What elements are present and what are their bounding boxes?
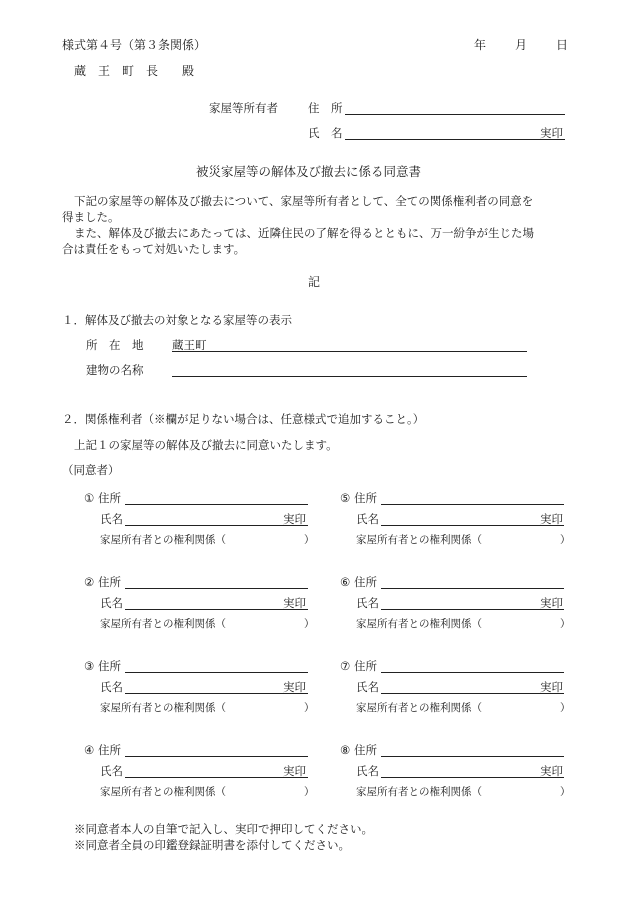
consenter-seal-label: 実印: [540, 764, 563, 778]
consenter-seal-label: 実印: [283, 764, 306, 778]
consent-text: 上記１の家屋等の解体及び撤去に同意いたします。: [74, 438, 338, 452]
consenter-number: ④: [84, 743, 95, 757]
consenter-name-field[interactable]: [125, 693, 308, 694]
note-signature: ※同意者本人の自筆で記入し、実印で押印してください。: [74, 822, 373, 836]
consenter-seal-label: 実印: [283, 596, 306, 610]
consenter-address-field[interactable]: [381, 588, 564, 589]
date-month-label: 月: [515, 38, 528, 52]
consenter-relation-label: 家屋所有者との権利関係（: [356, 534, 482, 546]
consenter-seal-label: 実印: [540, 512, 563, 526]
consenter-relation-close: ）: [560, 534, 571, 546]
consenter-number: ②: [84, 575, 95, 589]
consenter-name-label: 氏名: [356, 764, 379, 778]
consenter-relation-label: 家屋所有者との権利関係（: [356, 702, 482, 714]
location-value: 蔵王町: [172, 338, 207, 352]
consenter-name-label: 氏名: [356, 680, 379, 694]
owner-name-field[interactable]: [345, 139, 565, 140]
consenter-number: ⑤: [340, 491, 351, 505]
consenter-relation-label: 家屋所有者との権利関係（: [100, 702, 226, 714]
consenter-address-label: 住所: [98, 743, 121, 757]
section1-heading: １．解体及び撤去の対象となる家屋等の表示: [62, 313, 292, 327]
consenter-address-field[interactable]: [125, 588, 308, 589]
consenter-relation-close: ）: [560, 786, 571, 798]
consenter-number: ⑧: [340, 743, 351, 757]
consenter-name-label: 氏名: [100, 596, 123, 610]
consenter-address-label: 住所: [354, 491, 377, 505]
consenter-seal-label: 実印: [540, 680, 563, 694]
owner-address-field[interactable]: [345, 114, 565, 115]
consenter-name-field[interactable]: [125, 777, 308, 778]
consenter-relation-close: ）: [304, 534, 315, 546]
owner-name-label: 氏 名: [308, 126, 343, 140]
consenter-name-field[interactable]: [381, 609, 564, 610]
consenter-relation-label: 家屋所有者との権利関係（: [100, 786, 226, 798]
consenter-address-field[interactable]: [381, 672, 564, 673]
consenter-address-label: 住所: [354, 575, 377, 589]
consenter-address-field[interactable]: [125, 504, 308, 505]
owner-role-label: 家屋等所有者: [209, 101, 278, 115]
consenter-relation-label: 家屋所有者との権利関係（: [356, 786, 482, 798]
body-para1-line1: 下記の家屋等の解体及び撤去について、家屋等所有者として、全ての関係権利者の同意を: [74, 194, 534, 208]
date-day-label: 日: [556, 38, 569, 52]
consenter-relation-label: 家屋所有者との権利関係（: [100, 618, 226, 630]
consenter-relation-close: ）: [304, 702, 315, 714]
consenter-number: ⑥: [340, 575, 351, 589]
consenter-name-field[interactable]: [381, 693, 564, 694]
consenter-address-label: 住所: [98, 575, 121, 589]
consenter-number: ⑦: [340, 659, 351, 673]
section2-heading: ２．関係権利者（※欄が足りない場合は、任意様式で追加すること。）: [62, 412, 425, 426]
consenter-relation-close: ）: [304, 786, 315, 798]
consenter-relation-label: 家屋所有者との権利関係（: [100, 534, 226, 546]
consenter-number: ①: [84, 491, 95, 505]
consenter-relation-close: ）: [560, 702, 571, 714]
consenter-number: ③: [84, 659, 95, 673]
consenter-name-field[interactable]: [125, 609, 308, 610]
building-name-field[interactable]: [172, 376, 527, 377]
consenter-name-field[interactable]: [381, 777, 564, 778]
consenters-label: （同意者）: [62, 463, 120, 477]
location-label: 所 在 地: [86, 338, 144, 352]
consenter-address-field[interactable]: [381, 504, 564, 505]
consenter-address-label: 住所: [354, 743, 377, 757]
body-para2-line2: 合は責任をもって対処いたします。: [62, 242, 246, 256]
consenter-relation-close: ）: [560, 618, 571, 630]
consenter-address-label: 住所: [354, 659, 377, 673]
consenter-relation-close: ）: [304, 618, 315, 630]
owner-address-label: 住 所: [308, 101, 343, 115]
document-title: 被災家屋等の解体及び撤去に係る同意書: [196, 164, 422, 179]
consenter-name-label: 氏名: [100, 512, 123, 526]
ki-heading: 記: [308, 275, 321, 289]
building-name-label: 建物の名称: [86, 363, 144, 377]
consenter-address-label: 住所: [98, 491, 121, 505]
consenter-name-field[interactable]: [125, 525, 308, 526]
note-certificate: ※同意者全員の印鑑登録証明書を添付してください。: [74, 838, 350, 852]
consenter-address-field[interactable]: [125, 672, 308, 673]
date-year-label: 年: [474, 38, 487, 52]
consenter-relation-label: 家屋所有者との権利関係（: [356, 618, 482, 630]
consenter-address-field[interactable]: [125, 756, 308, 757]
body-para2-line1: また、解体及び撤去にあたっては、近隣住民の了解を得るとともに、万一紛争が生じた場: [74, 226, 534, 240]
consenter-seal-label: 実印: [283, 680, 306, 694]
consenter-name-label: 氏名: [356, 512, 379, 526]
consenter-name-label: 氏名: [356, 596, 379, 610]
consenter-address-field[interactable]: [381, 756, 564, 757]
addressee: 蔵 王 町 長 殿: [74, 64, 195, 78]
owner-seal-label: 実印: [540, 126, 563, 140]
consenter-name-label: 氏名: [100, 764, 123, 778]
consenter-seal-label: 実印: [540, 596, 563, 610]
consenter-address-label: 住所: [98, 659, 121, 673]
consenter-seal-label: 実印: [283, 512, 306, 526]
consenter-name-field[interactable]: [381, 525, 564, 526]
form-number: 様式第４号（第３条関係）: [62, 38, 207, 52]
location-field[interactable]: [172, 351, 527, 352]
consenter-name-label: 氏名: [100, 680, 123, 694]
body-para1-line2: 得ました。: [62, 210, 120, 224]
